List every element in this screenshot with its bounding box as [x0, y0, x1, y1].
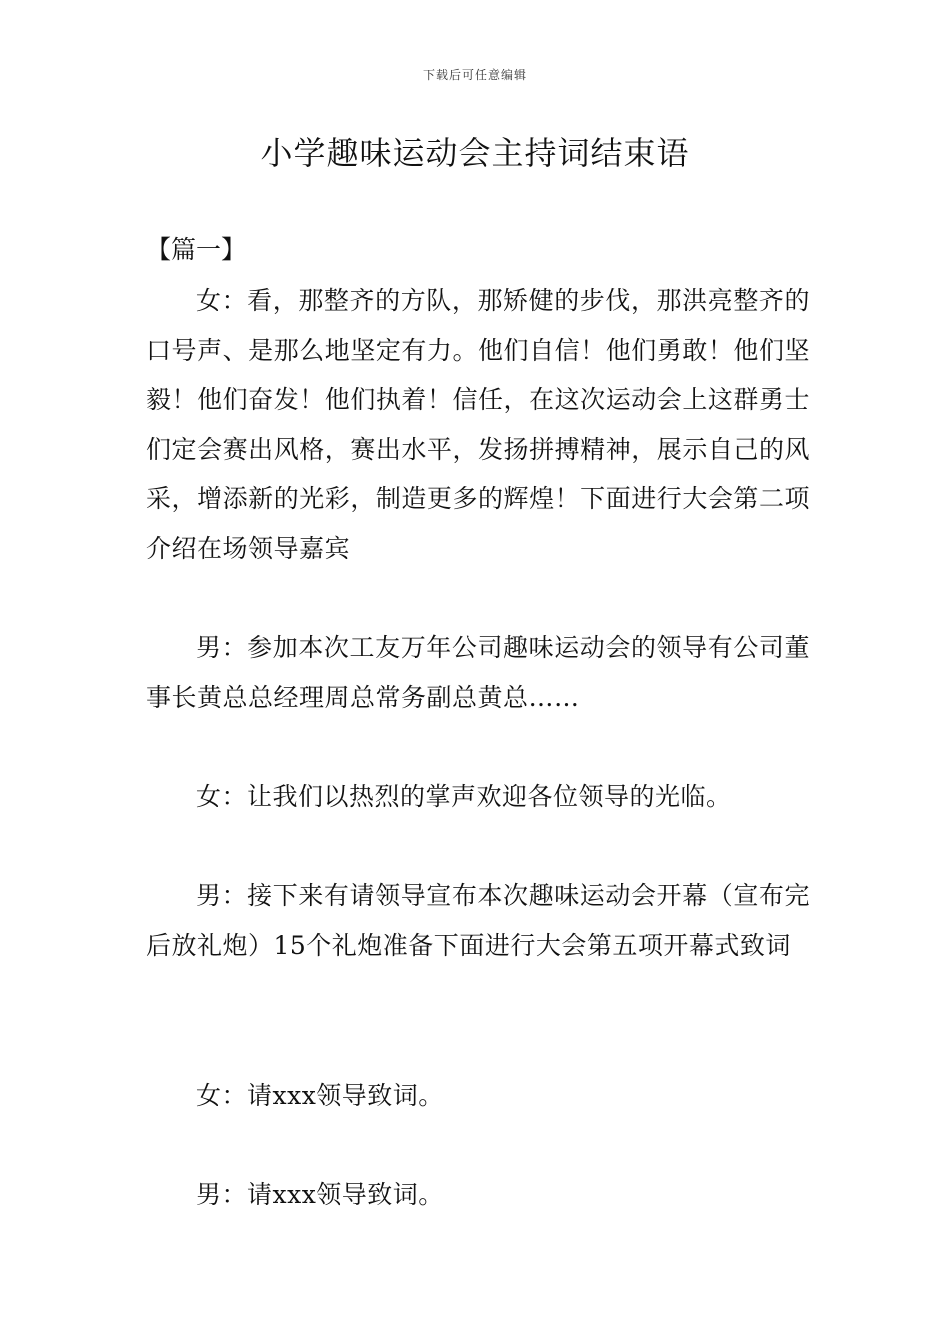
header-note: 下载后可任意编辑	[422, 68, 527, 82]
paragraph: 男：接下来有请领导宣布本次趣味运动会开幕（宣布完后放礼炮）15个礼炮准备下面进行大会第五项开幕式致词	[146, 881, 810, 960]
section-label: 【篇一】	[146, 235, 247, 264]
paragraph: 女：让我们以热烈的掌声欢迎各位领导的光临。	[196, 782, 732, 811]
paragraph: 男：参加本次工友万年公司趣味运动会的领导有公司董事长黄总总经理周总常务副总黄总……	[146, 633, 810, 712]
paragraph: 女：请xxx领导致词。	[196, 1081, 444, 1110]
paragraph: 男：请xxx领导致词。	[196, 1180, 444, 1209]
paragraph: 女：看，那整齐的方队，那矫健的步伐，那洪亮整齐的口号声、是那么地坚定有力。他们自信！他们勇敢！他们坚毅！他们奋发！他们执着！信任，在这次运动会上这群勇士们定会赛出风格，赛出水平，发扬拼搏精神，展示自己的风采，增添新的光彩，制造更多的辉煌！下面进行大会第二项介绍在场领导嘉宾	[146, 286, 810, 563]
document-title: 小学趣味运动会主持词结束语	[260, 134, 690, 172]
